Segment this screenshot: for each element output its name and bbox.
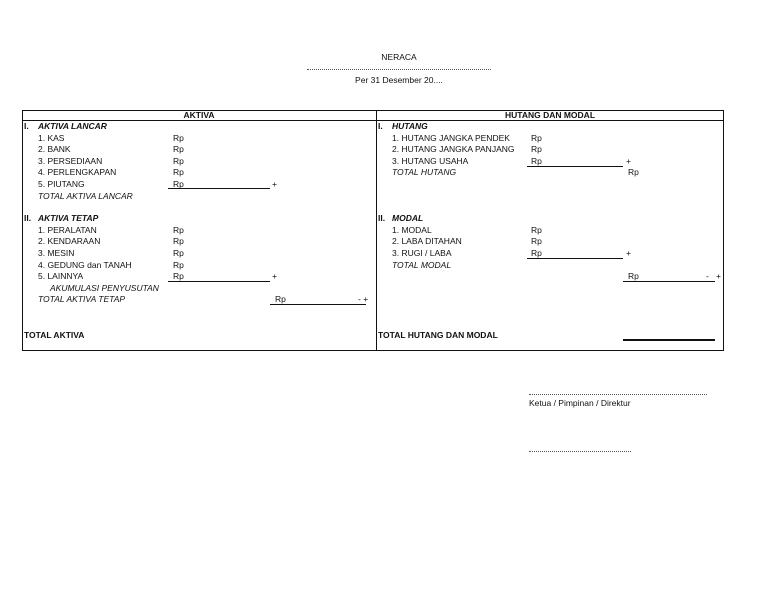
aktiva-lancar-title: AKTIVA LANCAR (38, 121, 107, 131)
modal-roman: II. (378, 213, 386, 223)
grand-total-underline (623, 339, 715, 341)
rp-label: Rp (173, 260, 184, 270)
plus-mark: + (272, 179, 277, 189)
rp-label: Rp (173, 225, 184, 235)
aktiva-lancar-item: 5. PIUTANG (38, 179, 85, 189)
sum-underline (168, 281, 270, 282)
title-dotted-line (307, 69, 491, 70)
sum-underline (168, 188, 270, 189)
total-hutang: TOTAL HUTANG (392, 167, 457, 177)
rp-label: Rp (531, 225, 542, 235)
akumulasi-penyusutan: AKUMULASI PENYUSUTAN (50, 283, 159, 293)
rp-label: Rp (173, 271, 184, 281)
modal-item: 2. LABA DITAHAN (392, 236, 462, 246)
hutang-item: 1. HUTANG JANGKA PENDEK (392, 133, 510, 143)
aktiva-tetap-title: AKTIVA TETAP (38, 213, 99, 223)
hutang-item: 2. HUTANG JANGKA PANJANG (392, 144, 515, 154)
rp-label: Rp (628, 167, 639, 177)
total-aktiva-lancar: TOTAL AKTIVA LANCAR (38, 191, 133, 201)
rp-label: Rp (173, 133, 184, 143)
signature-dotted-line (529, 394, 707, 395)
minus-mark: - (706, 271, 709, 281)
total-hutang-modal: TOTAL HUTANG DAN MODAL (378, 330, 498, 340)
header-divider (22, 120, 724, 121)
modal-item: 1. MODAL (392, 225, 432, 235)
sum-underline (623, 281, 715, 282)
document-title: NERACA (381, 52, 417, 62)
modal-title: MODAL (392, 213, 424, 223)
document-period: Per 31 Desember 20.... (355, 75, 443, 85)
aktiva-tetap-item: 3. MESIN (38, 248, 75, 258)
rp-label: Rp (531, 156, 542, 166)
sum-underline (527, 258, 623, 259)
rp-label: Rp (531, 144, 542, 154)
total-aktiva: TOTAL AKTIVA (24, 330, 85, 340)
balance-sheet-table (22, 110, 724, 351)
plus-mark: + (626, 156, 631, 166)
rp-label: Rp (173, 144, 184, 154)
hutang-roman: I. (378, 121, 383, 131)
total-aktiva-tetap: TOTAL AKTIVA TETAP (38, 294, 126, 304)
rp-label: Rp (173, 236, 184, 246)
column-divider (376, 110, 377, 351)
hutang-modal-heading: HUTANG DAN MODAL (504, 110, 596, 120)
aktiva-tetap-item: 4. GEDUNG dan TANAH (38, 260, 132, 270)
plus-mark: + (626, 248, 631, 258)
rp-label: Rp (531, 236, 542, 246)
total-modal: TOTAL MODAL (392, 260, 452, 270)
name-dotted-line (529, 451, 631, 452)
modal-item: 3. RUGI / LABA (392, 248, 452, 258)
minus-plus-mark: - + (358, 294, 369, 304)
aktiva-tetap-roman: II. (24, 213, 32, 223)
rp-label: Rp (531, 248, 542, 258)
plus-mark: + (716, 271, 721, 281)
plus-mark: + (272, 271, 277, 281)
rp-label: Rp (275, 294, 286, 304)
rp-label: Rp (173, 179, 184, 189)
aktiva-lancar-item: 3. PERSEDIAAN (38, 156, 103, 166)
hutang-title: HUTANG (392, 121, 428, 131)
sum-underline (527, 166, 623, 167)
aktiva-lancar-item: 1. KAS (38, 133, 65, 143)
sum-underline (270, 304, 366, 305)
aktiva-heading: AKTIVA (183, 110, 215, 120)
aktiva-lancar-item: 2. BANK (38, 144, 71, 154)
aktiva-tetap-item: 2. KENDARAAN (38, 236, 101, 246)
hutang-item: 3. HUTANG USAHA (392, 156, 469, 166)
rp-label: Rp (531, 133, 542, 143)
rp-label: Rp (173, 167, 184, 177)
rp-label: Rp (173, 248, 184, 258)
rp-label: Rp (628, 271, 639, 281)
signature-role: Ketua / Pimpinan / Direktur (529, 398, 631, 408)
aktiva-lancar-roman: I. (24, 121, 29, 131)
rp-label: Rp (173, 156, 184, 166)
aktiva-tetap-item: 5. LAINNYA (38, 271, 84, 281)
aktiva-lancar-item: 4. PERLENGKAPAN (38, 167, 117, 177)
aktiva-tetap-item: 1. PERALATAN (38, 225, 97, 235)
